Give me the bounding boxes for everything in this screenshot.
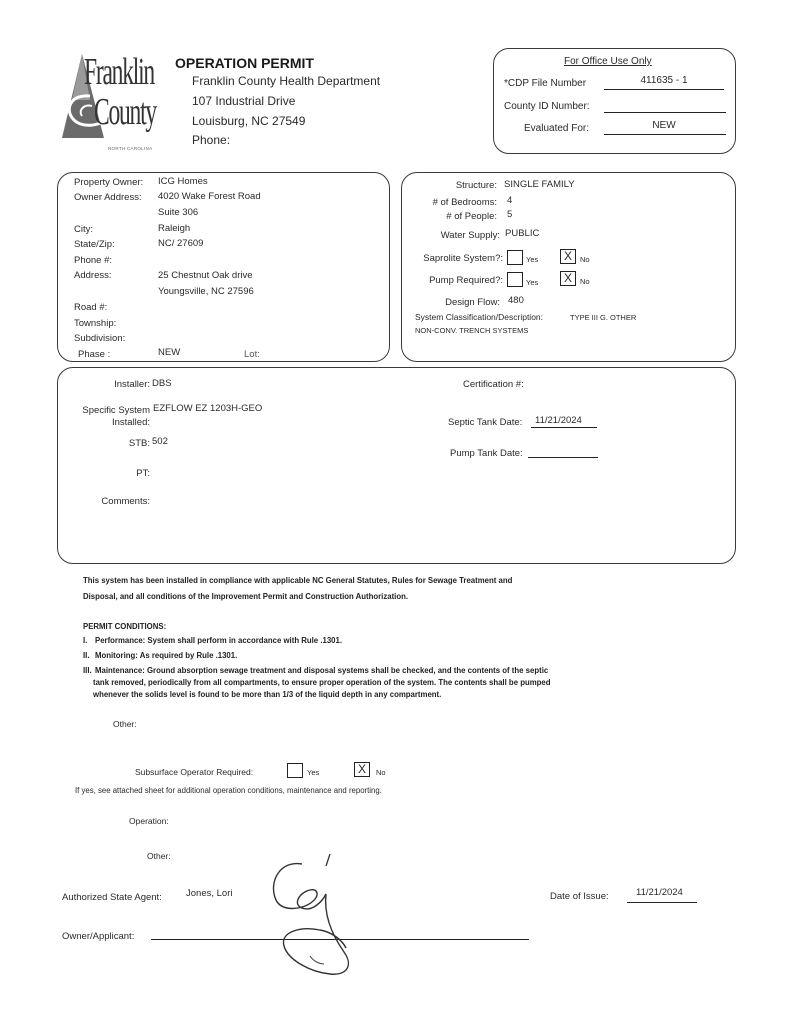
stb-value[interactable]: 502 (152, 436, 168, 447)
date-of-issue-value[interactable]: 11/21/2024 (636, 887, 683, 898)
phone-label: Phone #: (74, 255, 113, 266)
septic-tank-date-underline (531, 427, 597, 428)
condition-2-num: II. (83, 651, 90, 660)
operation-label: Operation: (129, 816, 169, 826)
septic-tank-date-value[interactable]: 11/21/2024 (535, 415, 582, 426)
saprolite-yes-checkbox[interactable] (507, 250, 523, 265)
people-value[interactable]: 5 (507, 209, 513, 220)
city-label: City: (74, 224, 93, 235)
compliance-line2: Disposal, and all conditions of the Improvement Permit and Construction Authorization. (83, 592, 409, 601)
owner-address-line2[interactable]: Suite 306 (158, 207, 199, 218)
subdivision-label: Subdivision: (74, 333, 126, 344)
comments-label: Comments: (101, 496, 150, 507)
signoff-other-label: Other: (147, 851, 171, 861)
agent-value[interactable]: Jones, Lori (186, 888, 233, 899)
owner-applicant-label: Owner/Applicant: (62, 931, 135, 942)
condition-2-text: Monitoring: As required by Rule .1301. (95, 651, 238, 660)
design-flow-label: Design Flow: (445, 297, 500, 308)
condition-3-text: Maintenance: Ground absorption sewage treatment and disposal systems shall be checked, and the contents of the septic (95, 666, 549, 675)
structure-box (401, 172, 736, 362)
stb-label: STB: (128, 438, 150, 449)
condition-3-num: III. (83, 666, 92, 675)
county-id-value[interactable] (604, 99, 724, 112)
operator-note: If yes, see attached sheet for additional operation conditions, maintenance and reporting. (75, 786, 382, 795)
certification-label: Certification #: (463, 379, 524, 390)
condition-3-cont2: whenever the solids level is found to be more than 1/3 of the liquid depth in any compartment. (93, 690, 442, 699)
date-of-issue-label: Date of Issue: (550, 891, 609, 902)
specific-system-label-2: Installed: (111, 417, 150, 428)
county-logo (60, 50, 170, 162)
operator-no-checkbox[interactable]: X (354, 762, 370, 777)
specific-system-value[interactable]: EZFLOW EZ 1203H-GEO (153, 403, 263, 414)
page-title: OPERATION PERMIT (175, 55, 314, 71)
property-owner-value[interactable]: ICG Homes (158, 176, 208, 187)
pump-no-label: No (580, 277, 590, 286)
cdp-file-underline (604, 89, 724, 90)
pump-required-label: Pump Required?: (429, 275, 503, 286)
conditions-other-label: Other: (113, 719, 137, 729)
owner-address-label: Owner Address: (74, 192, 142, 203)
phase-value[interactable]: NEW (158, 347, 181, 358)
operator-required-label: Subsurface Operator Required: (135, 767, 254, 777)
operator-yes-checkbox[interactable] (287, 763, 303, 778)
owner-address-line1[interactable]: 4020 Wake Forest Road (158, 191, 261, 202)
saprolite-yes-label: Yes (526, 255, 539, 264)
address-label: Address: (74, 270, 112, 281)
pump-tank-date-underline[interactable] (528, 457, 598, 458)
phase-label: Phase : (78, 349, 111, 360)
structure-value[interactable]: SINGLE FAMILY (504, 179, 575, 190)
operator-yes-label: Yes (307, 768, 320, 777)
lot-label: Lot: (244, 349, 260, 360)
address-line1[interactable]: 25 Chestnut Oak drive (158, 270, 253, 281)
pump-no-checkbox[interactable]: X (560, 271, 576, 286)
pt-label: PT: (136, 468, 150, 479)
septic-tank-date-label: Septic Tank Date: (448, 417, 523, 428)
cdp-file-value[interactable]: 411635 - 1 (640, 75, 688, 86)
county-id-label: County ID Number: (504, 101, 590, 112)
saprolite-no-label: No (580, 255, 590, 264)
saprolite-label: Saprolite System?: (423, 253, 503, 264)
evaluated-for-label: Evaluated For: (524, 123, 590, 134)
bedrooms-value[interactable]: 4 (507, 195, 513, 206)
evaluated-for-underline (604, 134, 726, 135)
department-name: Franklin County Health Department (192, 74, 381, 88)
evaluated-for-value[interactable]: NEW (652, 120, 676, 131)
condition-1-text: Performance: System shall perform in accordance with Rule .1301. (95, 636, 342, 645)
structure-label: Structure: (455, 180, 497, 191)
logo-text-county: County (94, 91, 156, 133)
installer-label: Installer: (114, 379, 150, 390)
road-label: Road #: (74, 302, 108, 313)
classification-value-line2[interactable]: NON-CONV. TRENCH SYSTEMS (415, 326, 529, 335)
operator-no-label: No (376, 768, 386, 777)
condition-3-cont1: tank removed, periodically from all compartments, to ensure proper operation of the system. The contents shall be pumped (93, 678, 551, 687)
cdp-file-label: *CDP File Number (504, 78, 587, 89)
condition-1-num: I. (83, 636, 88, 645)
compliance-line1: This system has been installed in compliance with applicable NC General Statutes, Rules for Sewage Treatment and (83, 576, 513, 585)
classification-label: System Classification/Description: (415, 312, 544, 322)
logo-tagline: NORTH CAROLINA (108, 146, 153, 151)
people-label: # of People: (446, 211, 497, 222)
agent-label: Authorized State Agent: (62, 892, 162, 903)
installation-box (57, 367, 736, 564)
city-value[interactable]: Raleigh (158, 223, 191, 234)
bedrooms-label: # of Bedrooms: (432, 197, 497, 208)
department-phone-label: Phone: (192, 133, 231, 147)
department-city: Louisburg, NC 27549 (192, 114, 306, 128)
pump-yes-checkbox[interactable] (507, 272, 523, 287)
classification-value-line1[interactable]: TYPE III G. OTHER (570, 313, 637, 322)
pump-yes-label: Yes (526, 278, 539, 287)
design-flow-value[interactable]: 480 (508, 295, 524, 306)
specific-system-label-1: Specific System (82, 405, 150, 416)
office-use-box (493, 48, 736, 154)
state-zip-value[interactable]: NC/ 27609 (158, 238, 204, 249)
property-owner-label: Property Owner: (74, 177, 144, 188)
state-zip-label: State/Zip: (74, 239, 115, 250)
water-supply-label: Water Supply: (440, 230, 500, 241)
permit-conditions-heading: PERMIT CONDITIONS: (83, 622, 167, 631)
address-line2[interactable]: Youngsville, NC 27596 (158, 286, 254, 297)
pump-tank-date-label: Pump Tank Date: (450, 448, 523, 459)
office-use-heading: For Office Use Only (564, 56, 652, 67)
county-id-underline (604, 112, 726, 113)
handwritten-signature-icon (250, 852, 390, 982)
installer-value[interactable]: DBS (152, 378, 172, 389)
property-box (57, 172, 390, 362)
saprolite-no-checkbox[interactable]: X (560, 249, 576, 264)
water-supply-value[interactable]: PUBLIC (505, 228, 540, 239)
township-label: Township: (74, 318, 117, 329)
department-street: 107 Industrial Drive (192, 94, 296, 108)
logo-text-franklin: Franklin (84, 51, 154, 93)
date-of-issue-underline (627, 902, 697, 903)
